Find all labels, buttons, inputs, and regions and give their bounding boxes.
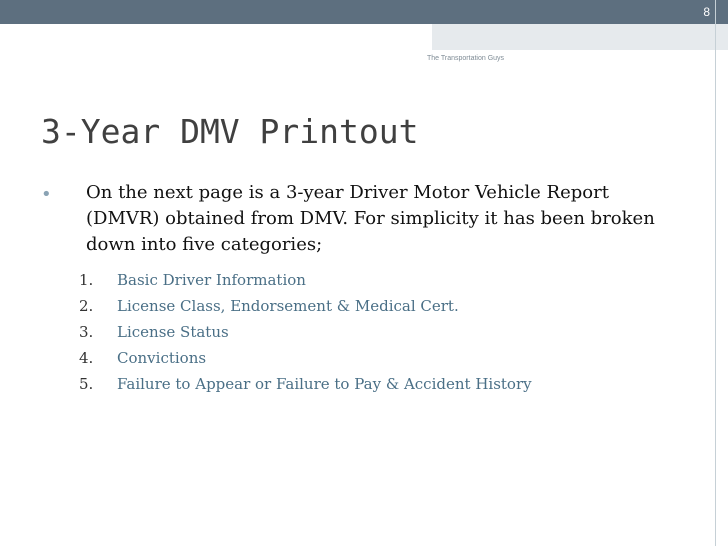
list-item-text: License Status xyxy=(117,323,229,341)
list-item xyxy=(79,269,532,295)
list-item-number: 2. xyxy=(79,297,94,315)
list-item-text: Failure to Appear or Failure to Pay & Accident History xyxy=(117,375,532,393)
list-item-number: 4. xyxy=(79,349,94,367)
page-number: 8 xyxy=(703,5,710,19)
list-item-text: Basic Driver Information xyxy=(117,271,306,289)
list-item xyxy=(79,321,532,347)
header-tab xyxy=(432,24,715,50)
bullet-item xyxy=(41,180,681,258)
list-item-number: 1. xyxy=(79,271,94,289)
list-item-text: Convictions xyxy=(117,349,207,367)
top-bar xyxy=(0,0,728,24)
corner-tab xyxy=(716,24,728,50)
right-divider-line xyxy=(715,0,716,546)
category-list xyxy=(79,269,532,399)
list-item xyxy=(79,295,532,321)
list-item xyxy=(79,347,532,373)
bullet-marker: • xyxy=(41,184,52,205)
list-item-number: 5. xyxy=(79,375,94,393)
slide-title: 3-Year DMV Printout xyxy=(41,112,419,151)
bullet-text: On the next page is a 3-year Driver Motor Vehicle Report (DMVR) obtained from DMV. For simplicity it has been broken down into five categories; xyxy=(86,182,655,255)
list-item-text: License Class, Endorsement & Medical Cert. xyxy=(117,297,459,315)
list-item xyxy=(79,373,532,399)
slide-header-text: The Transportation Guys xyxy=(427,55,505,62)
bullet-area xyxy=(41,180,681,258)
list-item-number: 3. xyxy=(79,323,94,341)
